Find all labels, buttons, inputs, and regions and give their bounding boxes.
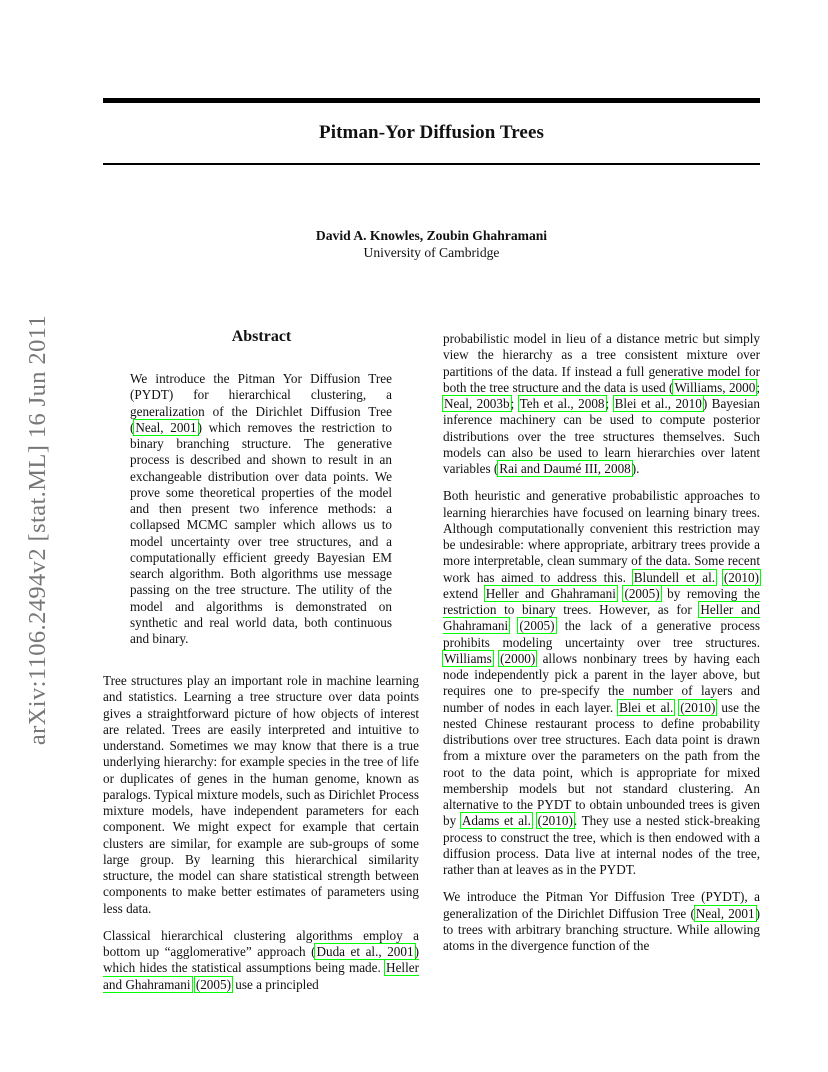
abstract-text	[130, 371, 392, 647]
left-column	[103, 673, 419, 993]
paragraph	[443, 331, 760, 477]
citation-link[interactable]: Heller and Ghahramani	[443, 602, 760, 634]
text-run: ;	[756, 379, 760, 395]
paragraph	[443, 488, 760, 878]
text-run: by removing the restriction to binary trees. However, as for	[443, 585, 761, 617]
paragraph	[103, 928, 419, 993]
abstract-text-part: We introduce the Pitman Yor Diffusion Tree (PYDT) for hierarchical clustering, a generalization of the Dirichlet Diffusion Tree (	[130, 371, 392, 435]
citation-link[interactable]: (2005)	[519, 618, 555, 634]
citation-link[interactable]: Adams et al.	[461, 813, 531, 829]
citation-link[interactable]: Heller and Ghahramani	[103, 960, 419, 992]
citation-link[interactable]: (2010)	[723, 569, 759, 585]
affiliation: University of Cambridge	[363, 245, 500, 260]
citation-link[interactable]: Teh et al., 2008	[519, 396, 605, 411]
citation-link[interactable]: Neal, 2003b	[444, 396, 510, 411]
authors: David A. Knowles, Zoubin Ghahramani	[315, 228, 548, 243]
top-rule	[103, 98, 760, 103]
text-run: Both heuristic and generative probabilistic approaches to learning hierarchies have focused on learning binary trees. Although computationally convenient this restriction may be undesirable: where appropriate, arbitrary trees provide a more interpretable, clean summary of the data. Some recent work has aimed to address this.	[443, 488, 760, 585]
text-run: . They use a nested stick-breaking process to construct the tree, which is then endowed with a diffusion process. Data live at internal nodes of the tree, rather than at leaves as in the PYDT.	[443, 813, 761, 877]
citation-link[interactable]: Williams, 2000	[674, 379, 756, 395]
citation-link[interactable]: Duda et al., 2001	[316, 944, 414, 959]
citation-link[interactable]: Blei et al.	[619, 699, 674, 715]
text-run: ;	[605, 396, 614, 411]
citation-link[interactable]: Rai and Daumé III, 2008	[499, 461, 631, 476]
paper-title: Pitman-Yor Diffusion Trees	[319, 122, 544, 143]
abstract-text-part: ) which removes the restriction to binary branching structure. The generative process is described and shown to result in an exchangeable distribution over data points. We prove some theoretical properties of the model and then present two inference methods: a collapsed MCMC sampler which allows us to model uncertainty over tree structures, and a computationally efficient greedy Bayesian EM search algorithm. Both algorithms use message passing on the tree structure. The utility of the model and algorithms is demonstrated on synthetic and real world data, both continuous and binary.	[130, 419, 392, 646]
citation-link[interactable]: Neal, 2001	[695, 905, 755, 921]
text-run: allows nonbinary trees by having each node independently pick a parent in the layer above, but requires one to pre-specify the number of layers and number of nodes in each layer.	[443, 650, 760, 715]
text-run: ) to trees with arbitrary branching structure. While allowing atoms in the divergence function of the	[443, 905, 760, 953]
text-run: the lack of a generative process prohibits modeling uncertainty over tree structures.	[443, 618, 760, 650]
citation-link[interactable]: (2005)	[195, 976, 231, 992]
citation-link[interactable]: Williams	[444, 650, 492, 666]
text-run: use a principled	[231, 976, 319, 992]
text-run: ) Bayesian inference machinery can be used to compute posterior distributions over the tree structures themselves. Such models can also be used to learn hierarchies over latent variables (	[443, 396, 760, 476]
title-rule	[103, 163, 760, 165]
text-run: ).	[631, 461, 640, 476]
text-run: extend	[443, 585, 485, 601]
arxiv-stamp: arXiv:1106.2494v2 [stat.ML] 16 Jun 2011	[24, 314, 51, 746]
right-column	[443, 331, 760, 954]
citation-link[interactable]: Heller and Ghahramani	[485, 585, 616, 601]
citation-link[interactable]: Blei et al., 2010	[614, 396, 702, 411]
text-run: We introduce the Pitman Yor Diffusion Tree (PYDT), a generalization of the Dirichlet Diffusion Tree (	[443, 889, 760, 921]
text-run: Classical hierarchical clustering algorithms employ a bottom up “agglomerative” approach (	[103, 927, 419, 959]
paragraph	[443, 889, 760, 954]
text-run: ;	[510, 396, 519, 411]
text-run: probabilistic model in lieu of a distance metric but simply view the hierarchy as a tree consistent mixture over partitions of the data. If instead a full generative model for both the tree structure and the data is used (	[443, 331, 760, 395]
citation-link[interactable]: (2000)	[500, 650, 536, 666]
paragraph: Tree structures play an important role in machine learning and statistics. Learning a tree structure over data points gives a straightforward picture of how objects of interest are related. Trees are easily interpreted and intuitive to understand. Sometimes we may know that there is a true underlying hierarchy: for example species in the tree of life or duplicates of genes in the human genome, known as paralogs. Typical mixture models, such as Dirichlet Process mixture models, have independent parameters for each component. We might expect for example that certain clusters are similar, for example are sub-groups of some large group. By learning this hierarchical similarity structure, the model can share statistical strength between components to make better estimates of parameters using less data.	[103, 673, 419, 916]
citation-link[interactable]: Blundell et al.	[633, 569, 716, 585]
citation-link[interactable]: (2010)	[680, 699, 716, 715]
citation-link[interactable]: (2010)	[537, 813, 573, 829]
abstract-heading: Abstract	[231, 328, 292, 345]
text-run: use the nested Chinese restaurant process to define probability distributions over tree structures. Each data point is drawn from a mixture over the parameters on the path from the root to the data point, which is appropriate for mixed membership models but not standard clustering. An alternative to the PYDT to obtain unbounded trees is given by	[443, 699, 761, 829]
text-run: ) which hides the statistical assumptions being made.	[103, 944, 419, 976]
citation-link[interactable]: (2005)	[624, 585, 660, 601]
citation-link[interactable]: Neal, 2001	[135, 419, 197, 435]
